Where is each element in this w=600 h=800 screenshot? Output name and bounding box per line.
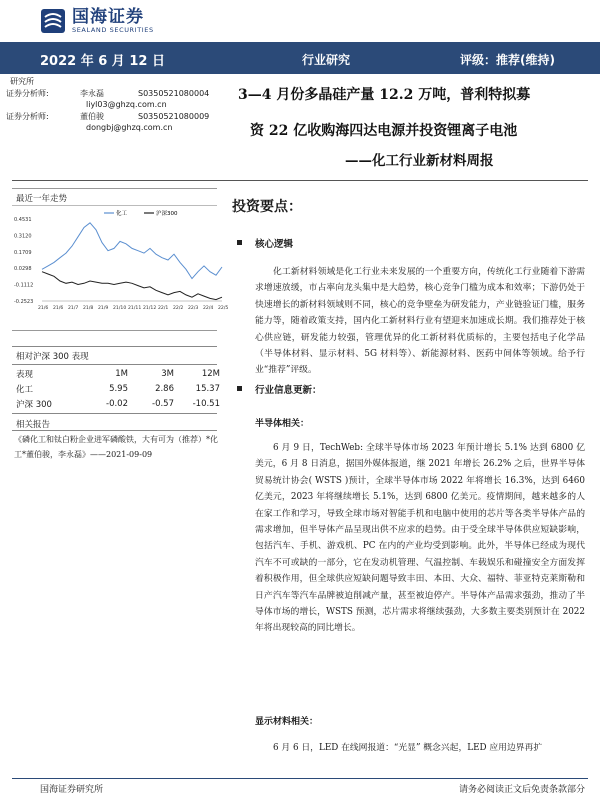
report-rating: 评级：推荐(维持) xyxy=(460,53,555,67)
company-logo xyxy=(40,8,154,34)
table-header-cell: 1M xyxy=(115,368,128,379)
x-tick-label: 21/6 xyxy=(53,306,64,311)
analyst-cert: S0350521080009 xyxy=(138,111,210,121)
bullet-icon xyxy=(237,240,242,245)
y-tick-label: 0.0298 xyxy=(14,266,32,273)
table-header-cell: 3M xyxy=(161,368,174,379)
trend-chart-title: 最近一年走势 xyxy=(16,194,68,204)
logo-en-text: SEALAND SECURITIES xyxy=(72,26,154,34)
y-tick-label: -0.1112 xyxy=(14,282,34,289)
related-report-link[interactable]: 《磷化工和钛白粉企业进军磷酸铁，大有可为（推荐）*化工*董伯骏，李永磊》——2021-09-09 xyxy=(14,435,218,459)
x-tick-label: 22/1 xyxy=(158,306,169,311)
x-tick-label: 21/10 xyxy=(113,306,127,311)
footer-disclaimer: 请务必阅读正文后免责条款部分 xyxy=(458,785,585,795)
display-paragraph: 6 月 6 日，LED 在线网报道：“光显” 概念兴起，LED 应用边界再扩 xyxy=(273,743,543,753)
sealand-logo-icon xyxy=(40,8,66,34)
divider xyxy=(12,330,217,331)
related-reports-title: 相关报告 xyxy=(16,420,51,430)
table-cell: 2.86 xyxy=(155,383,174,394)
x-tick-label: 22/2 xyxy=(173,306,184,311)
table-row xyxy=(16,381,221,396)
subsection-title-semiconductor: 半导体相关： xyxy=(255,419,310,429)
table-cell: 5.95 xyxy=(109,383,128,394)
report-title-line2: 资 22 亿收购海四达电源并投资锂离子电池 xyxy=(250,123,518,139)
divider xyxy=(12,180,588,181)
table-cell: 沪深 300 xyxy=(16,399,52,410)
divider xyxy=(12,430,217,431)
analyst-email[interactable]: liyl03@ghzq.com.cn xyxy=(86,100,167,109)
perf-table xyxy=(16,366,221,411)
analyst-name: 董伯骏 xyxy=(80,111,104,121)
dept-label: 研究所 xyxy=(10,77,34,86)
analyst-row xyxy=(6,111,236,123)
table-cell: -0.57 xyxy=(152,398,174,409)
divider xyxy=(12,188,217,189)
table-header-cell: 表现 xyxy=(16,369,34,380)
perf-table-title: 相对沪深 300 表现 xyxy=(16,352,89,362)
table-cell: 15.37 xyxy=(195,383,220,394)
x-tick-label: 21/9 xyxy=(98,306,109,311)
analyst-row xyxy=(6,88,236,100)
table-row xyxy=(16,396,221,411)
legend-label: 沪深300 xyxy=(156,211,178,217)
trend-line-chart xyxy=(12,205,227,325)
report-title-line1: 3—4 月份多晶硅产量 12.2 万吨，普利特拟募 xyxy=(238,87,531,103)
table-cell: -10.51 xyxy=(192,398,220,409)
table-header-cell: 12M xyxy=(201,368,220,379)
analyst-name: 李永磊 xyxy=(80,88,104,98)
semiconductor-paragraph: 6 月 9 日，TechWeb: 全球半导体市场 2023 年预计增长 5.1% 达到 6800 亿美元，6 月 8 日消息，据国外媒体报道，继 2021 年增长 26.2% 之后，世界半导体贸易统计协会( WSTS )预计，全球半导体市场 2022 年将增长 16.3%，达到 6460 亿美元，2023 年将继续增长 5.1%，达到 6800 亿美元。疫情期间，越来越多的人在家工作和学习，导致全球市场对智能手机和电脑中使用的芯片等各类半导体产品的需求增加，但半导体产品呈现出供不应求的趋势。由于受全球半导体供应短缺影响，包括汽车、手机、游戏机、PC 在内的产业均受到影响。此外，半导体已经成为现代汽车不可或缺的一部分，它在发动机管理、气温控制、车载娱乐和碰撞安全方面发挥着积极作用，但全球供应短缺问题导致丰田、本田、大众、福特、菲亚特克莱斯勒和日产汽车等汽车品牌被迫削减产量，甚至被迫停产。半导体产品需求强劲，推动了半导体市场的增长，WSTS 预测，芯片需求将继续强劲，大多数主要类别预计在 2022 年将出现较高的同比增长。 xyxy=(255,443,585,634)
y-tick-label: 0.1709 xyxy=(14,249,32,256)
x-tick-label: 21/8 xyxy=(83,306,94,311)
table-cell: 化工 xyxy=(16,384,34,395)
core-logic-paragraph: 化工新材料领域是化工行业未来发展的一个重要方向，传统化工行业随着下游需求增速放缓，市占率向龙头集中是大趋势，核心竞争门槛为成本和效率；下游仍处于快速增长的新材料领域则不同，核心的竞争壁垒为研发能力，产业链验证门槛，服务能力等，随着政策支持，国内化工新材料行业有望迎来加速成长期。我们推荐处于核心供应链，研发能力较强，管理优异的化工新材料优质标的，主要包括电子化学品（半导体材料、显示材料、5G 材料等）、新能源材料、医药中间体等领域。给予行业“推荐”评级。 xyxy=(255,267,585,376)
analyst-email[interactable]: dongbj@ghzq.com.cn xyxy=(86,123,173,132)
x-tick-label: 22/3 xyxy=(188,306,199,311)
analyst-label: 证券分析师: xyxy=(6,88,49,98)
x-tick-label: 22/4 xyxy=(203,306,214,311)
footer-divider xyxy=(12,778,588,779)
bullet-icon xyxy=(237,386,242,391)
y-tick-label: 0.3120 xyxy=(14,233,32,240)
section-title-industry-update: 行业信息更新： xyxy=(255,385,322,396)
analyst-cert: S0350521080004 xyxy=(138,88,210,98)
x-tick-label: 22/5 xyxy=(218,306,229,311)
x-tick-label: 21/6 xyxy=(38,306,49,311)
report-subtitle: ——化工行业新材料周报 xyxy=(345,153,494,169)
x-tick-label: 21/11 xyxy=(128,306,142,311)
report-type: 行业研究 xyxy=(302,53,351,67)
key-points-title: 投资要点： xyxy=(232,199,302,215)
legend-label: 化工 xyxy=(116,211,128,217)
y-tick-label: -0.2523 xyxy=(14,299,34,305)
analyst-block xyxy=(6,76,236,134)
table-header-row xyxy=(16,366,221,381)
y-tick-label: 0.4531 xyxy=(14,217,32,223)
x-tick-label: 21/7 xyxy=(68,306,79,311)
divider xyxy=(12,346,217,347)
subsection-title-display: 显示材料相关： xyxy=(255,717,319,727)
series-line xyxy=(42,223,222,279)
analyst-label: 证券分析师: xyxy=(6,111,49,121)
x-tick-label: 21/12 xyxy=(143,306,157,311)
footer-org: 国海证券研究所 xyxy=(40,785,104,795)
table-cell: -0.02 xyxy=(106,398,128,409)
divider xyxy=(12,413,217,414)
report-date: 2022 年 6 月 12 日 xyxy=(40,54,165,69)
divider xyxy=(12,364,217,365)
section-title-core-logic: 核心逻辑 xyxy=(255,239,294,250)
logo-cn-text: 国海证券 xyxy=(72,7,144,27)
